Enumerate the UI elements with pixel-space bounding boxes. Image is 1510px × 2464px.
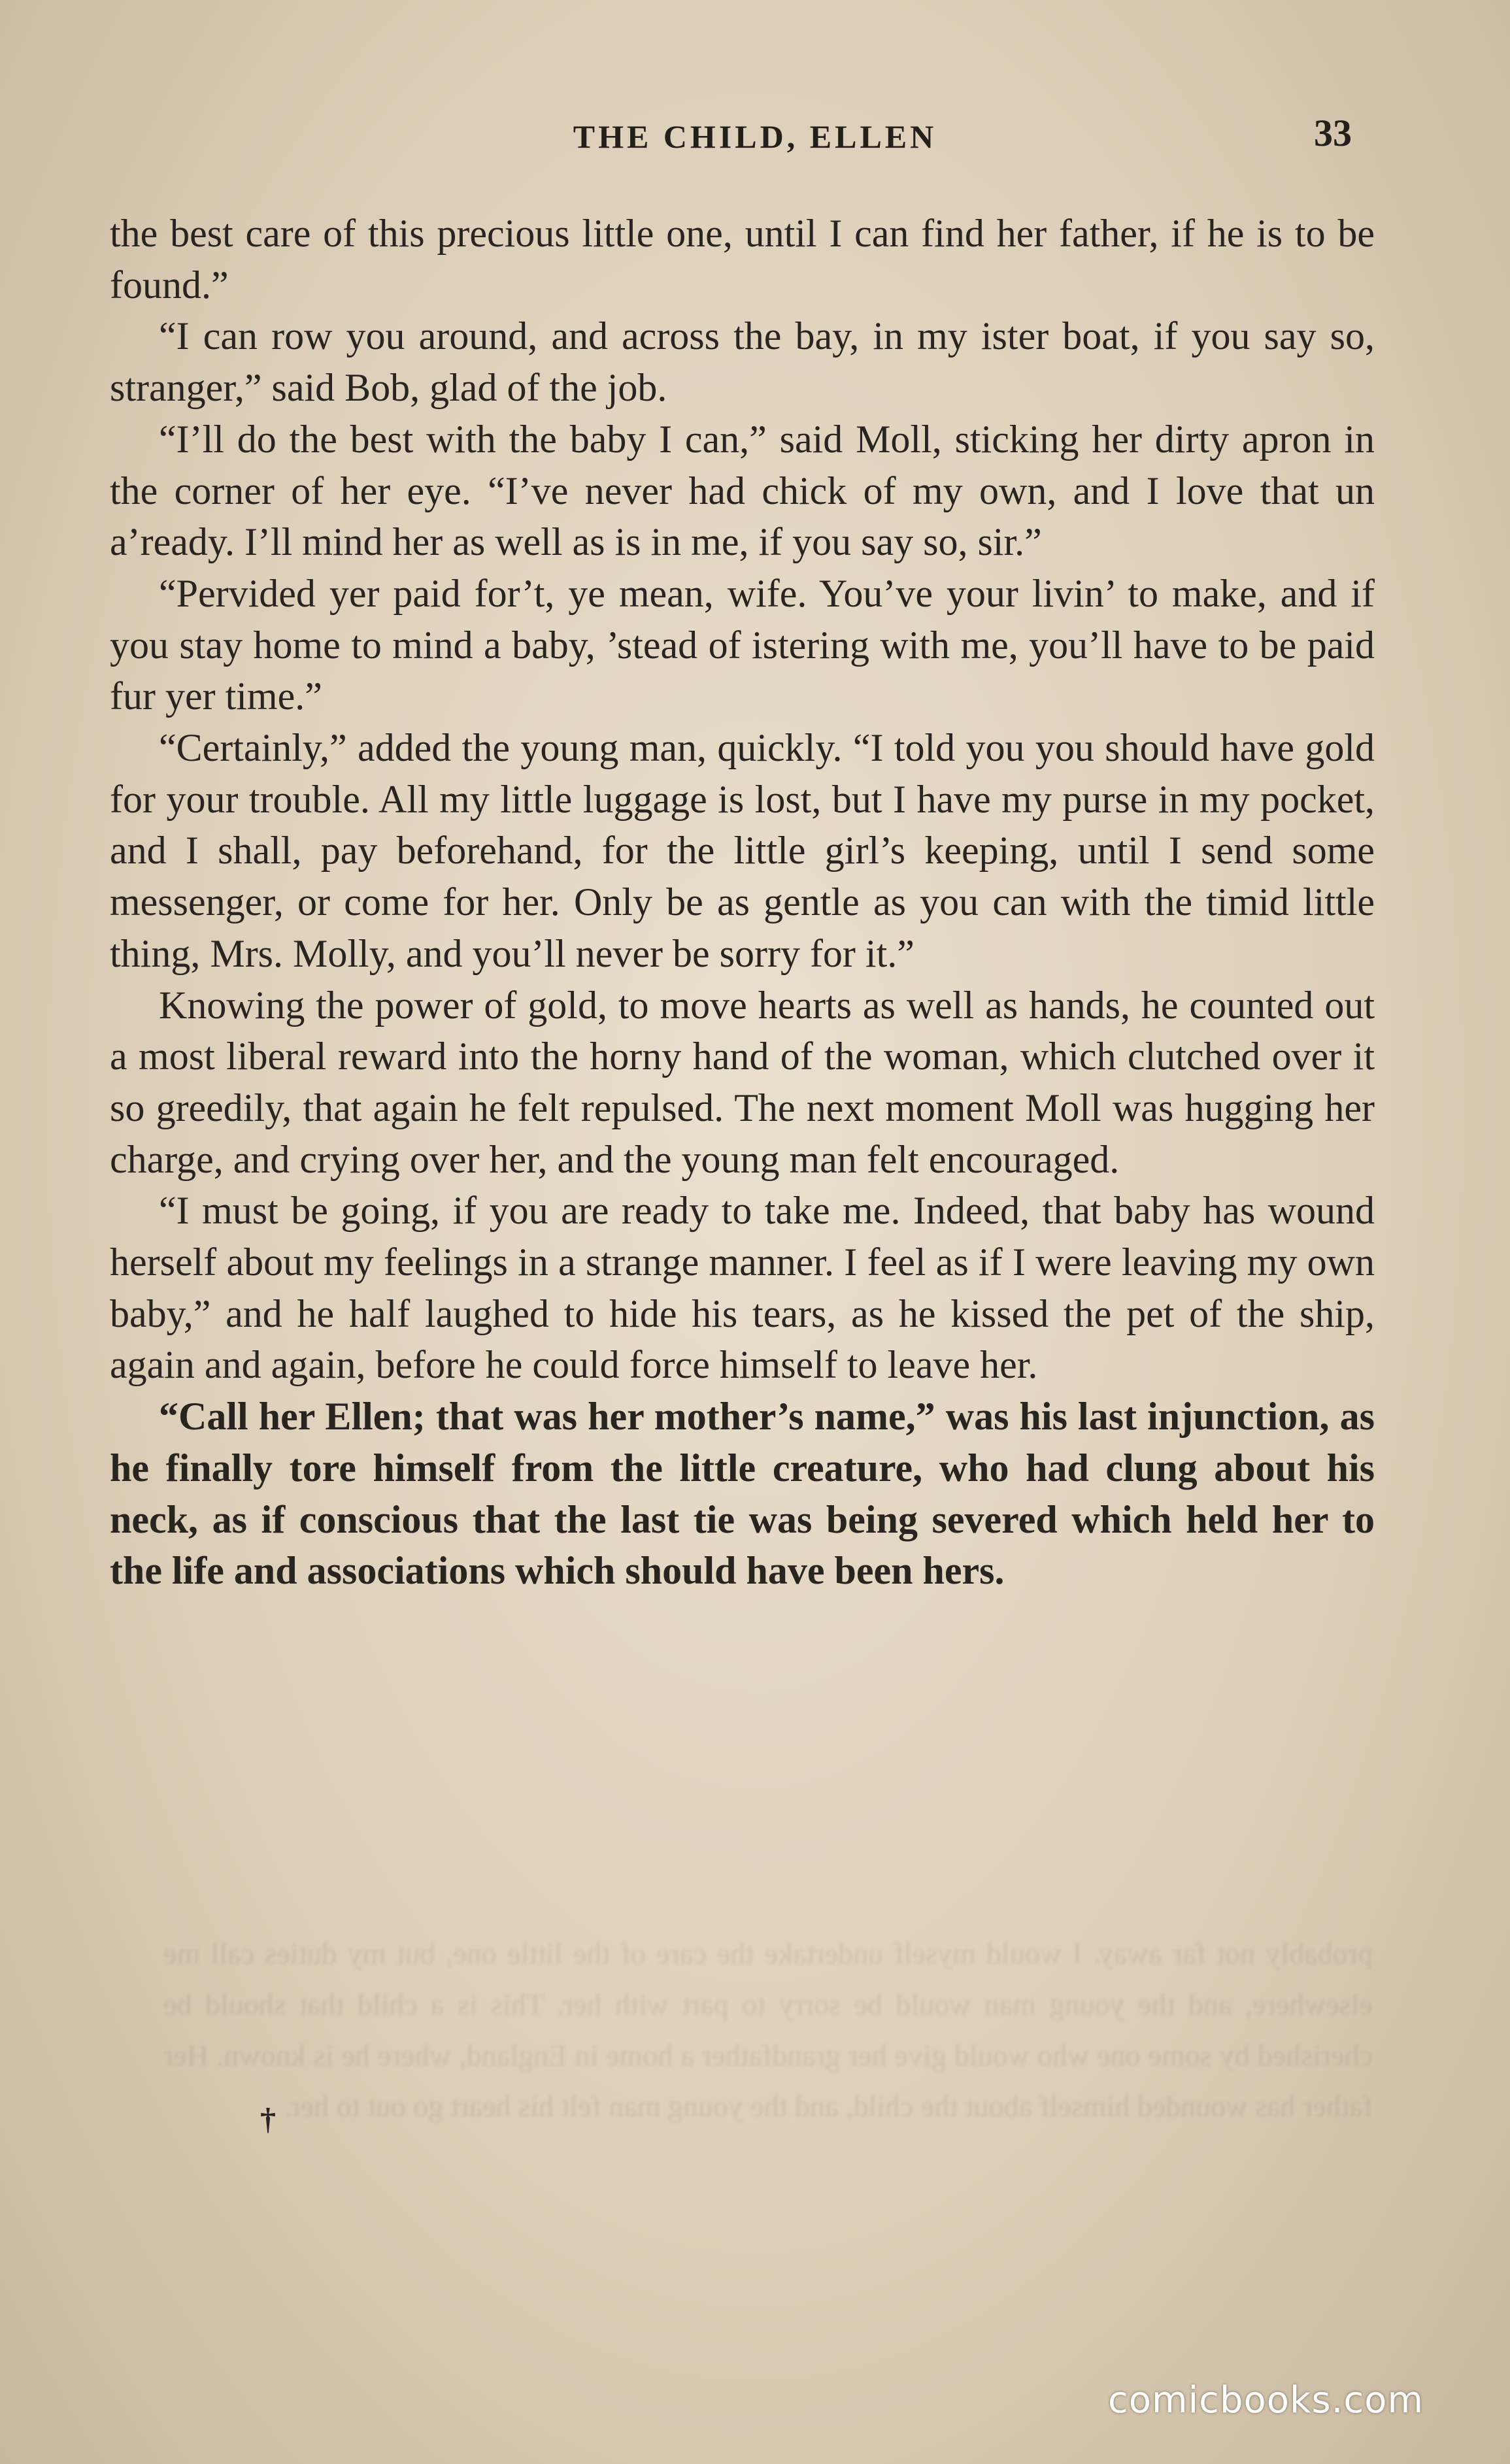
paragraph: “I must be going, if you are ready to take me. Indeed, that baby has wound herself about my feelings in a strange manner. I feel as if I were leaving my own baby,” and he half laughed to hide his tears, as he kissed the pet of the ship, again and again, before he could force himself to leave her. (110, 1189, 1375, 1387)
watermark: comicbooks.com (1108, 2379, 1424, 2422)
paragraph: Knowing the power of gold, to move hearts as well as hands, he counted out a most liberal reward into the horny hand of the woman, which clutched over it so greedily, that again he felt repulsed. The next moment Moll was hugging her charge, and crying over her, and the young man felt encouraged. (110, 983, 1375, 1181)
running-title: THE CHILD, ELLEN (573, 118, 937, 155)
paragraph: “Certainly,” added the young man, quickly. “I told you you should have gold for your trouble. All my little luggage is lost, but I have my purse in my pocket, and I shall, pay beforehand, for the little girl’s keeping, until I send some messenger, or come for her. Only be as gentle as you can with the timid little thing, Mrs. Molly, and you’ll never be sorry for it.” (110, 726, 1375, 975)
paragraph: “Call her Ellen; that was her mother’s name,” was his last injunction, as he finally tore himself from the little creature, who had clung about his neck, as if conscious that the last tie was being severed which held her to the life and associations which should have been hers. (110, 1395, 1375, 1593)
paragraph: “Pervided yer paid for’t, ye mean, wife. You’ve your livin’ to make, and if you stay home to mind a baby, ’stead of istering with me, you’ll have to be paid fur yer time.” (110, 571, 1375, 718)
paragraph: the best care of this precious little one, until I can find her father, if he is to be found.” (110, 212, 1375, 307)
body-text (110, 208, 1375, 1597)
show-through-text: probably not far away. I would myself undertake the care of the little one, but my duties call me elsewhere, and the young man would be sorry to part with her. This is a child that should be cherished by some one who would give her grandfather a home in England, where he is known. Her father has wounded himself about the child, and the young man felt his heart go out to her. (163, 1937, 1373, 2123)
paragraph: “I’ll do the best with the baby I can,” said Moll, sticking her dirty apron in the corner of her eye. “I’ve never had chick of my own, and I love that un a’ready. I’ll mind her as well as is in me, if you say so, sir.” (110, 417, 1375, 564)
page-number: 33 (1314, 112, 1352, 154)
ink-smudge: † (260, 2102, 276, 2137)
paragraph: “I can row you around, and across the bay, in my ister boat, if you say so, stranger,” said Bob, glad of the job. (110, 314, 1375, 410)
